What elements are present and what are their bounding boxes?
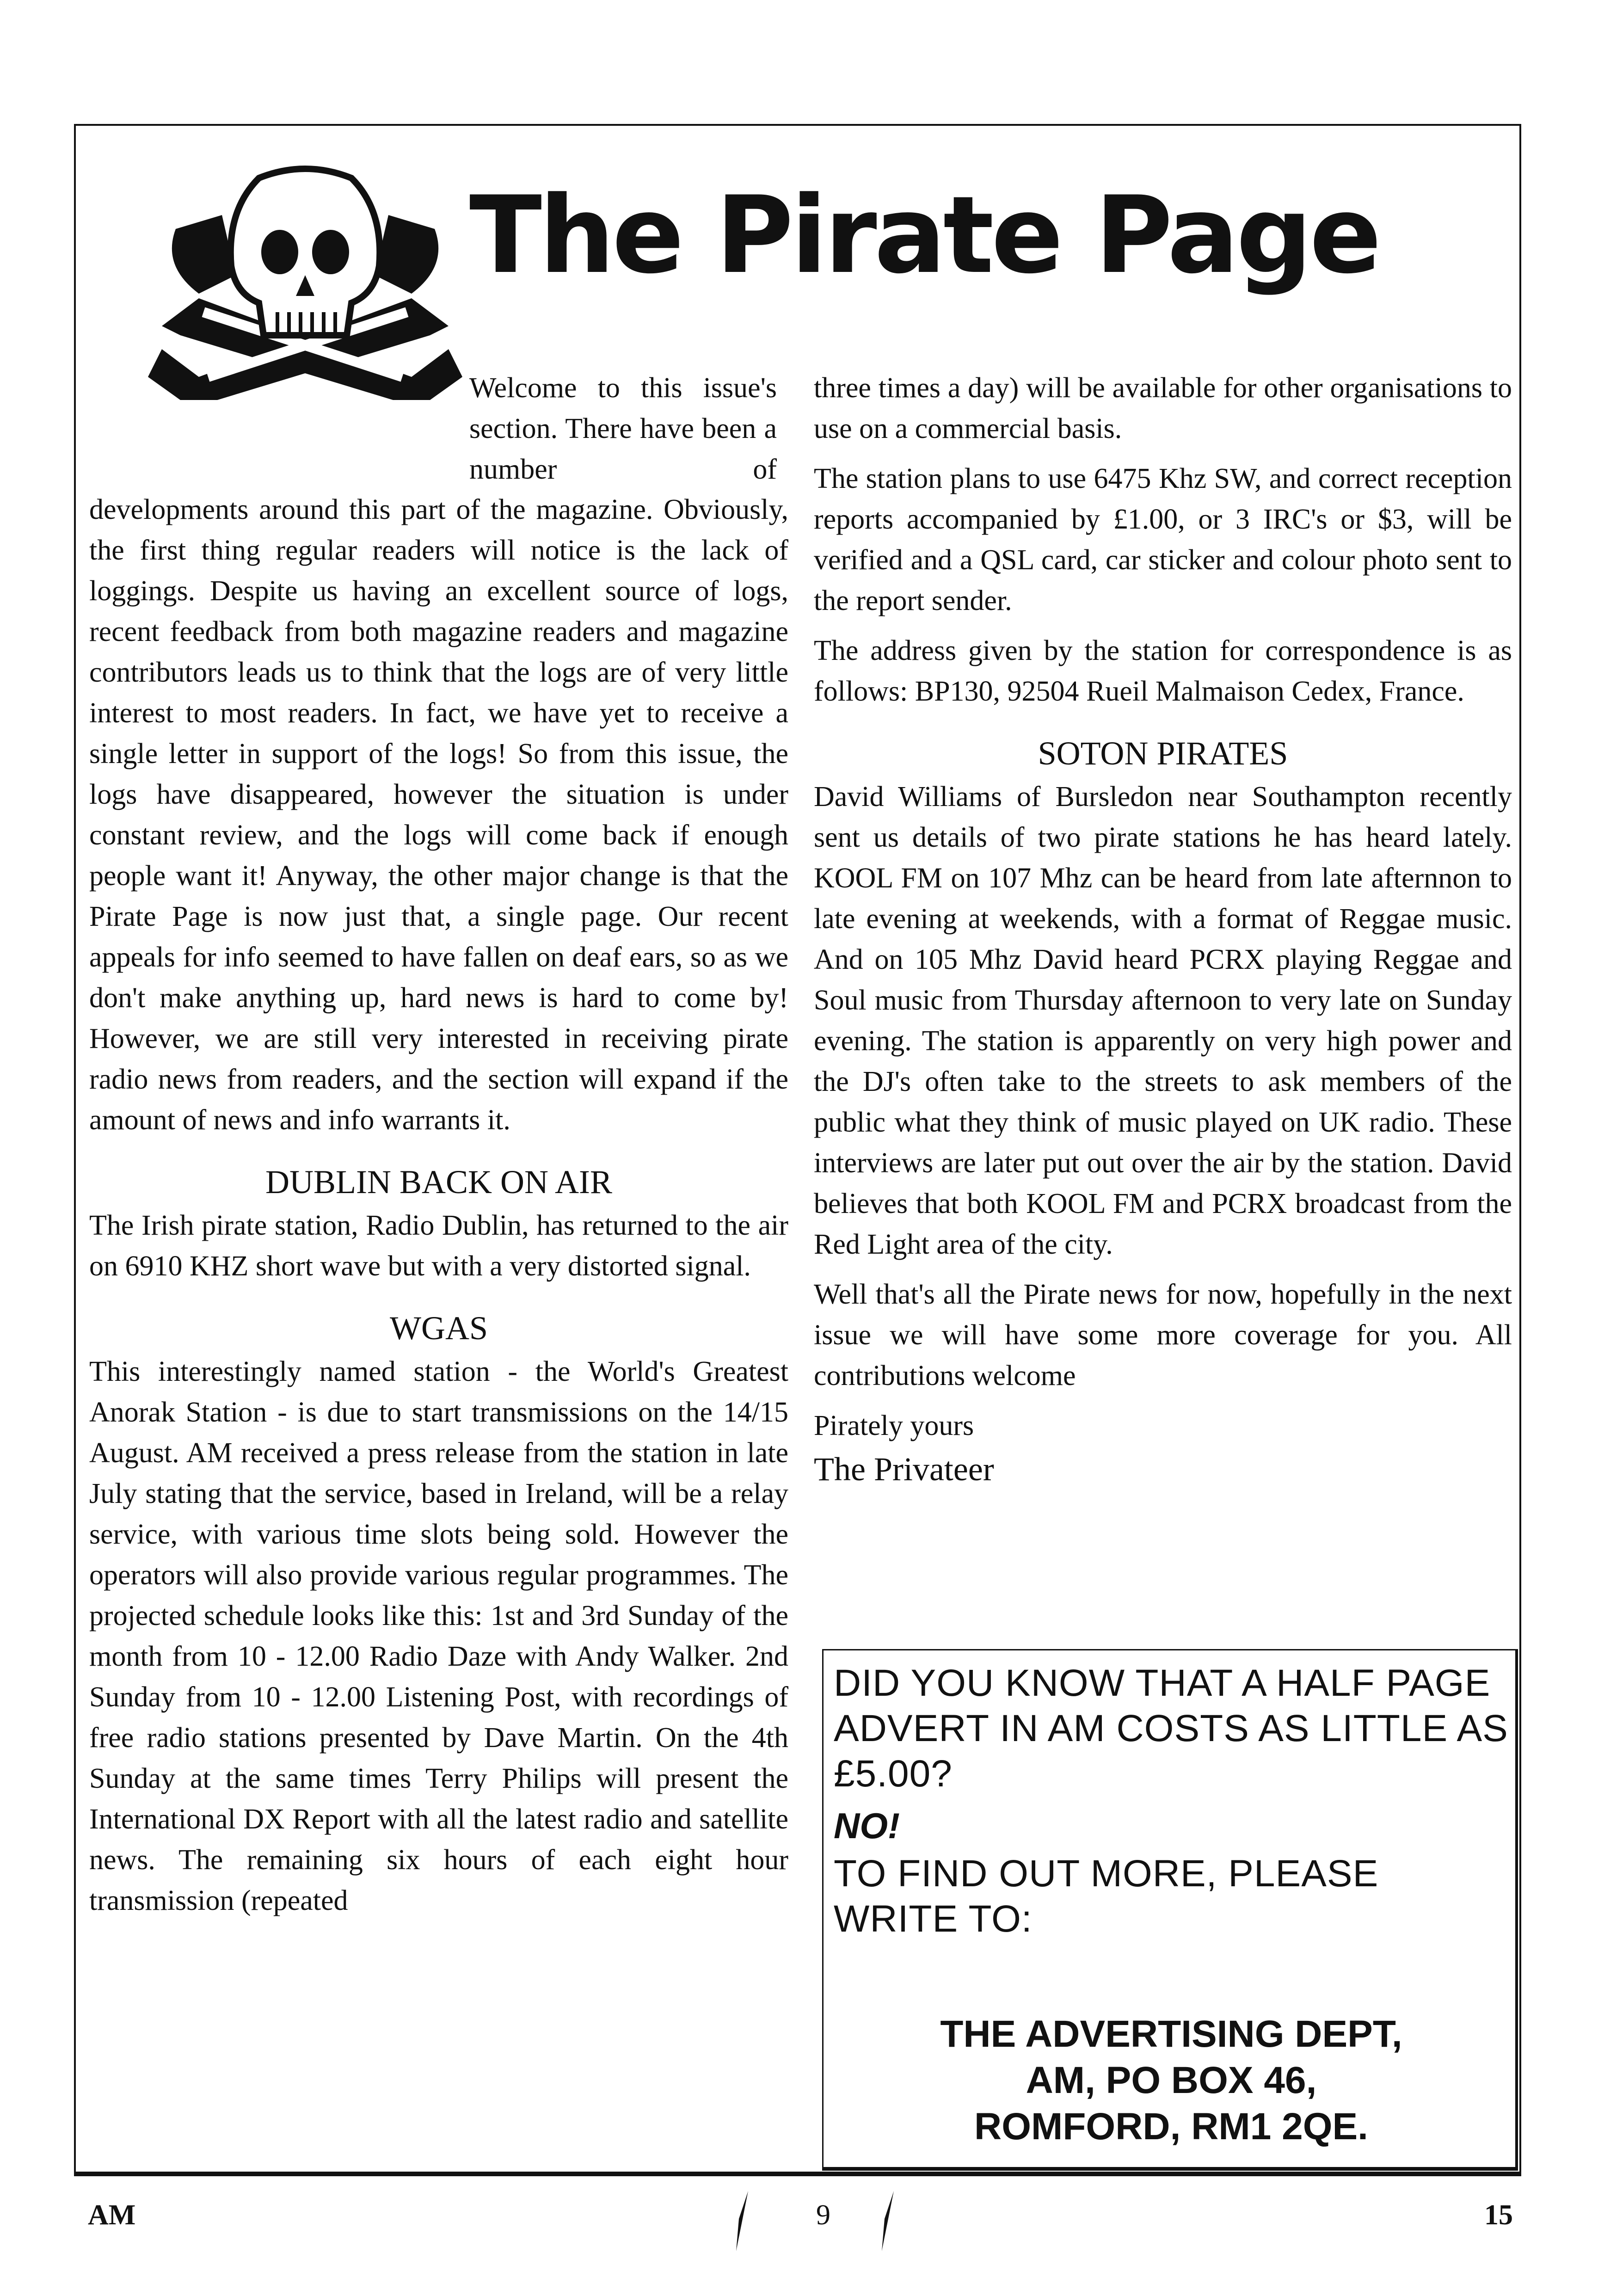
advert-answer: NO! <box>834 1805 900 1846</box>
advert-box <box>822 1649 1518 2171</box>
wgas-continued: three times a day) will be available for other organisations to use on a commercial basis. <box>814 372 1512 444</box>
signature: The Privateer <box>814 1451 994 1488</box>
lightning-bolt-icon <box>735 2191 749 2251</box>
lightning-bolt-icon <box>881 2191 895 2251</box>
advert-address-line2: AM, PO BOX 46, <box>1026 2059 1317 2101</box>
footer-section-page: 9 <box>816 2199 830 2231</box>
intro-first-lines: Welcome to this issue's section. There have been a number of <box>469 372 777 485</box>
dublin-heading: DUBLIN BACK ON AIR <box>265 1163 613 1200</box>
skull-and-crossbones-icon <box>143 160 467 400</box>
footer-magazine-name: AM <box>88 2199 136 2231</box>
signoff: Pirately yours <box>814 1410 974 1441</box>
intro-paragraph: developments around this part of the magazine. Obviously, the first thing regular readers will notice is the lack of loggings. Despite us having an excellent source of logs, recent feedback from both magazine readers and magazine contributors leads us to think that the logs are of very little interest to most readers. In fact, we have yet to receive a single letter in support of the logs! So from this issue, the logs have disappeared, however the situation is under constant review, and the logs will come back if enough people want it! Anyway, the other major change is that the Pirate Page is now just that, a single page. Our recent appeals for info seemed to have fallen on deaf ears, so as we don't make anything up, hard news is hard to come by! However, we are still very interested in receiving pirate radio news from readers, and the section will expand if the amount of news and info warrants it. <box>89 494 788 1136</box>
closing-paragraph: Well that's all the Pirate news for now, hopefully in the next issue we will have some more coverage for you. All contributions welcome <box>814 1279 1512 1391</box>
page-title: The Pirate Page <box>469 174 1379 297</box>
wgas-paragraph-2: The station plans to use 6475 Khz SW, and correct reception reports accompanied by £1.00, or 3 IRC's or $3, will be verified and a QSL card, car sticker and colour photo sent to the report sender. <box>814 463 1512 616</box>
advert-question: DID YOU KNOW THAT A HALF PAGE ADVERT IN AM COSTS AS LITTLE AS £5.00? <box>834 1662 1508 1795</box>
right-column <box>814 368 1512 1492</box>
dublin-paragraph: The Irish pirate station, Radio Dublin, has returned to the air on 6910 KHZ short wave but with a very distorted signal. <box>89 1210 788 1282</box>
left-column <box>89 489 788 1921</box>
soton-paragraph: David Williams of Bursledon near Southampton recently sent us details of two pirate stations he has heard lately. KOOL FM on 107 Mhz can be heard from late afternnon to late evening at weekends, with a format of Reggae music. And on 105 Mhz David heard PCRX playing Reggae and Soul music from Thursday afternoon to very late on Sunday evening. The station is apparently on very high power and the DJ's often take to the streets to ask members of the public what they think of music played on UK radio. These interviews are later put out over the air by the station. David believes that both KOOL FM and PCRX broadcast from the Red Light area of the city. <box>814 781 1512 1260</box>
advert-address <box>834 2011 1509 2150</box>
advert-address-line1: THE ADVERTISING DEPT, <box>940 2013 1402 2055</box>
soton-heading: SOTON PIRATES <box>1038 735 1288 772</box>
wgas-paragraph: This interestingly named station - the World's Greatest Anorak Station - is due to start transmissions on the 14/15 August. AM received a press release from the station in late July stating that the service, based in Ireland, will be a relay service, with various time slots being sold. However the operators will also provide various regular programmes. The projected schedule looks like this: 1st and 3rd Sunday of the month from 10 - 12.00 Radio Daze with Andy Walker. 2nd Sunday from 10 - 12.00 Listening Post, with recordings of free radio stations presented by Dave Martin. On the 4th Sunday at the same times Terry Philips will present the International DX Report with all the latest radio and satellite news. The remaining six hours of each eight hour transmission (repeated <box>89 1356 788 1916</box>
wgas-heading: WGAS <box>390 1310 488 1347</box>
advert-address-line3: ROMFORD, RM1 2QE. <box>974 2105 1368 2148</box>
footer-page-number: 15 <box>1484 2199 1513 2231</box>
advert-cta: TO FIND OUT MORE, PLEASE WRITE TO: <box>834 1853 1379 1940</box>
wgas-paragraph-3: The address given by the station for correspondence is as follows: BP130, 92504 Rueil Malmaison Cedex, France. <box>814 635 1512 707</box>
